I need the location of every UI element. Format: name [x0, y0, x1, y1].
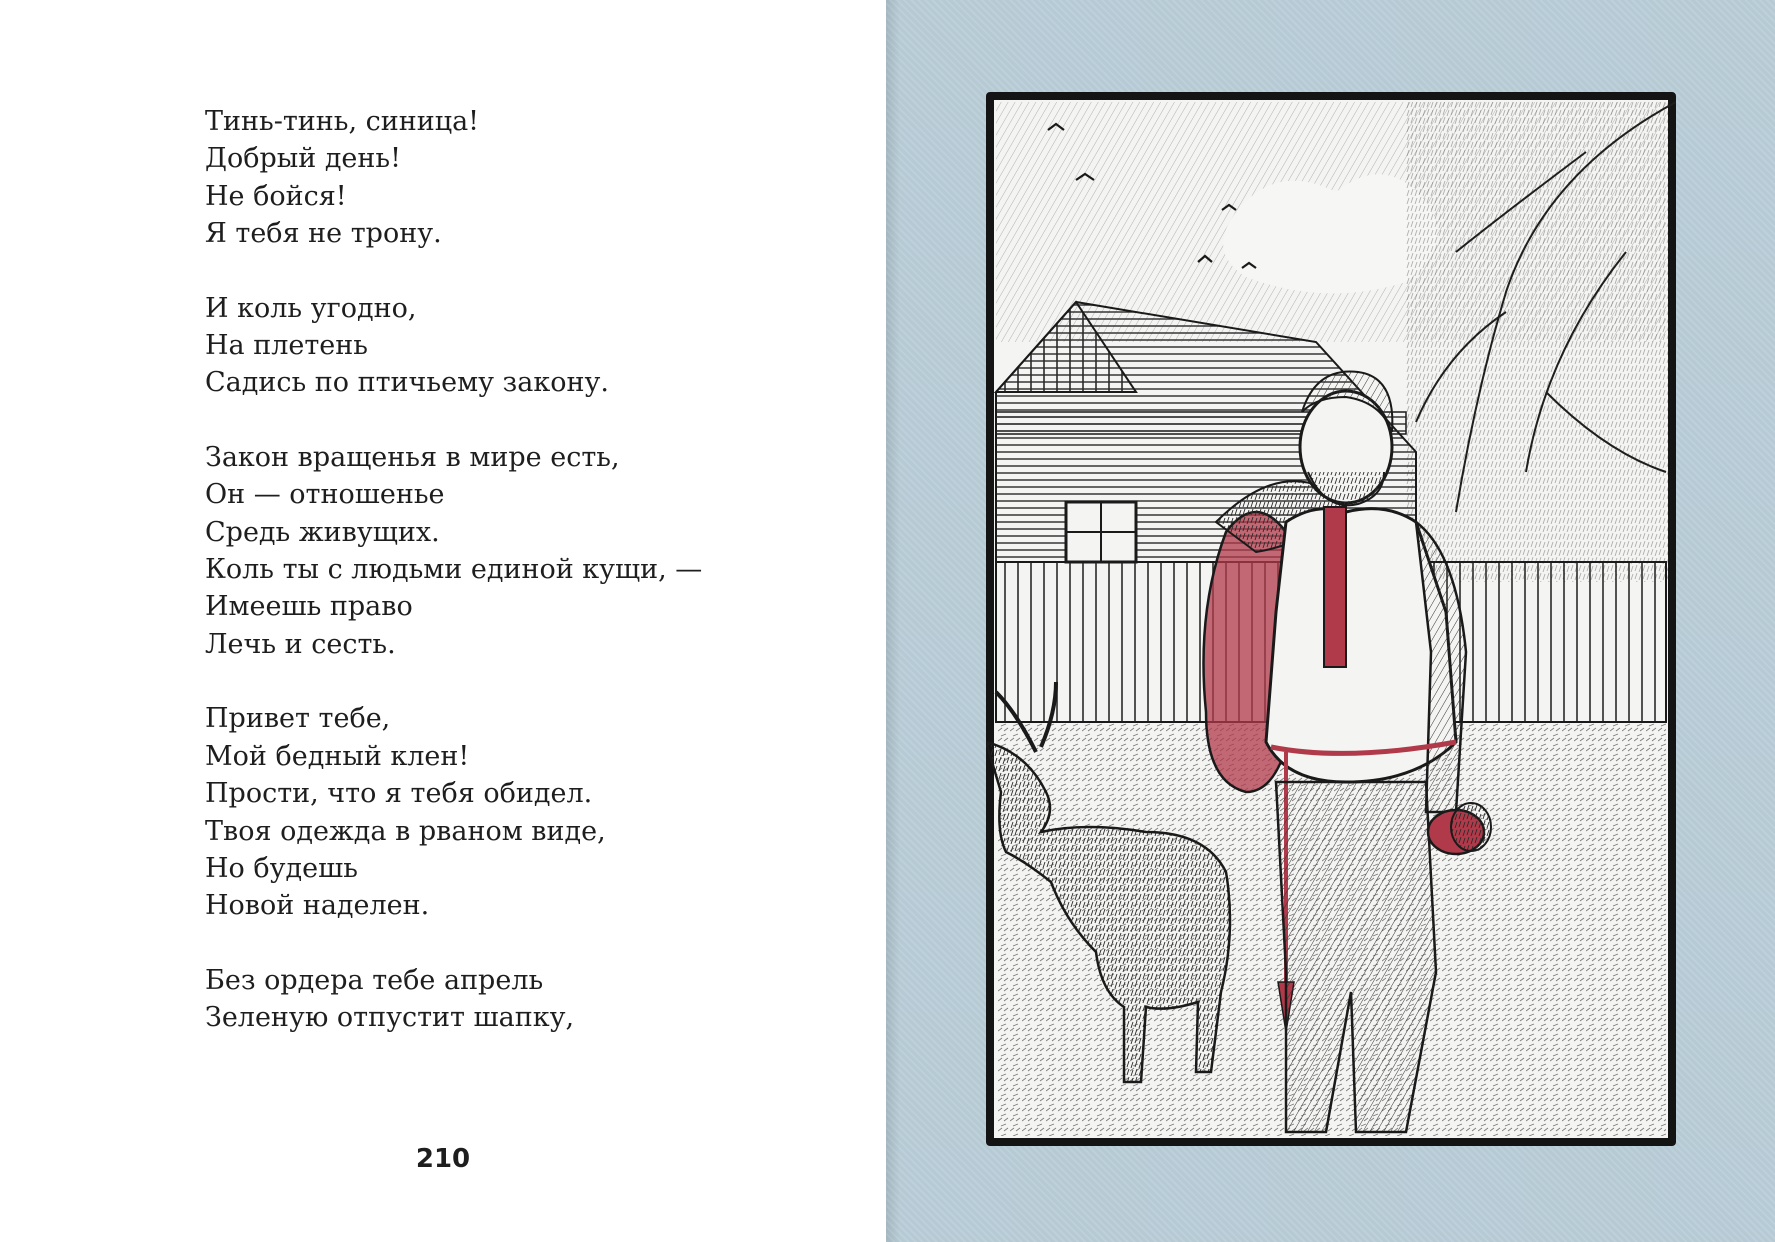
poem-line: Садись по птичьему закону. — [205, 367, 609, 399]
poem-line: Добрый день! — [205, 143, 401, 175]
poem-line: Он — отношенье — [205, 479, 445, 511]
poem-line: Коль ты с людьми единой кущи, — — [205, 554, 703, 586]
page-number: 210 — [415, 1144, 471, 1174]
poem-line: На плетень — [205, 330, 368, 362]
poem-line: Привет тебе, — [205, 703, 391, 735]
stanza — [205, 290, 845, 402]
tree-foliage — [1406, 102, 1671, 582]
left-page — [0, 0, 886, 1242]
poem-line: Закон вращенья в мире есть, — [205, 441, 620, 473]
stanza — [205, 439, 845, 663]
gutter-shadow — [886, 0, 900, 1242]
stanza — [205, 103, 845, 253]
poem-line: Средь живущих. — [205, 516, 440, 548]
stanza — [205, 962, 845, 1037]
poem-line: Твоя одежда в рваном виде, — [205, 815, 606, 847]
poem-line: Я тебя не трону. — [205, 218, 442, 250]
poem-line: Мой бедный клен! — [205, 740, 470, 772]
poem-line: И коль угодно, — [205, 292, 417, 324]
poem-line: Но будешь — [205, 852, 358, 884]
stanza — [205, 700, 845, 924]
poem-line: Не бойся! — [205, 180, 347, 212]
poem-line: Тинь-тинь, синица! — [205, 106, 480, 137]
illustration-drawing — [986, 92, 1676, 1146]
poem-line: Зеленую отпустит шапку, — [205, 1002, 575, 1034]
right-page — [886, 0, 1775, 1242]
poem-line: Лечь и сесть. — [205, 628, 396, 660]
illustration — [986, 92, 1676, 1146]
poem-text — [205, 103, 845, 1037]
poem-line: Без ордера тебе апрель — [205, 964, 544, 996]
poem-line: Имеешь право — [205, 591, 413, 623]
poem-line: Новой наделен. — [205, 890, 430, 922]
poem-line: Прости, что я тебя обидел. — [205, 778, 593, 810]
